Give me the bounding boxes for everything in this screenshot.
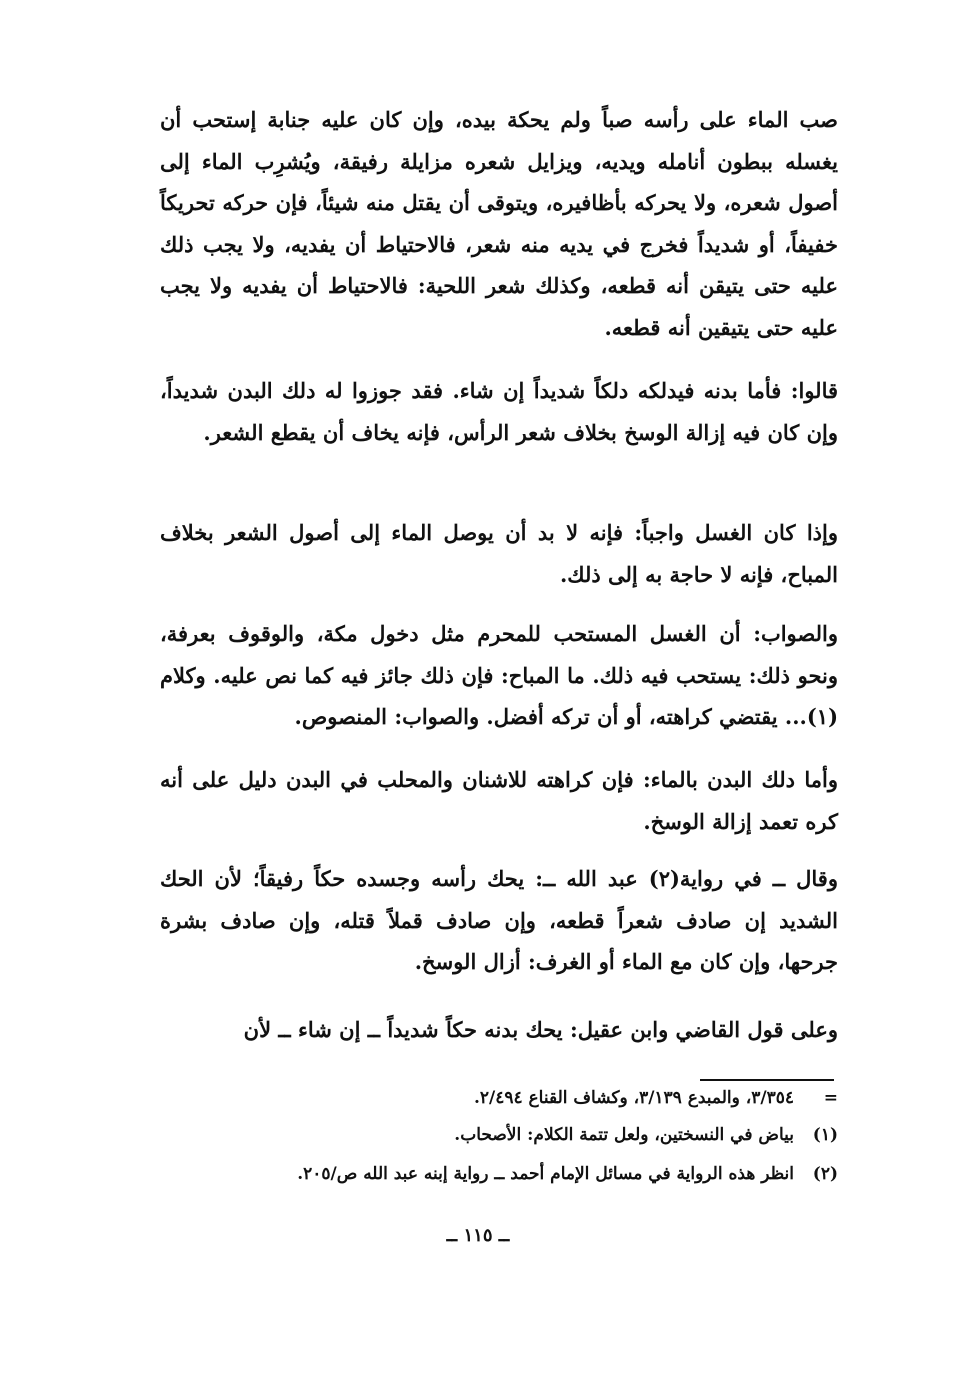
paragraph-text: والصواب: أن الغسل المستحب للمحرم مثل دخول مكة، والوقوف بعرفة، ونحو ذلك: يستحب فيه ذلك. ما المباح: فإن ذلك جائز فيه كما نص عليه. وكلام (١)... يقتضي كراهته، أو أن تركه أفضل. والصواب: المنصوص. — [160, 621, 838, 729]
footnote-text: انظر هذه الرواية في مسائل الإمام أحمد ــ رواية إبنه عبد الله ص/٢٠٥. — [297, 1164, 794, 1184]
paragraph-text: صب الماء على رأسه صباً ولم يحكة بيده، وإن كان عليه جنابة إستحب أن يغسله ببطون أنامله ويديه، ويزايل شعره مزايلة رفيقة، ويُشرِب الماء إلى أصول شعره، ولا يحركه بأظافيره، ويتوقى أن يقتل منه شيئاً، فإن حركه تحريكاً خفيفاً، أو شديداً فخرج في يديه منه شعر، فالاحتياط أن يفديه، ولا يجب ذلك عليه حتى يتيقن أنه قطعه، وكذلك شعر اللحية: فالاحتياط أن يفديه ولا يجب عليه حتى يتيقين أنه قطعه. — [160, 107, 838, 340]
paragraph-text: قالوا: فأما بدنه فيدلكه دلكاً شديداً إن شاء. فقد جوزوا له دلك البدن شديداً، وإن كان فيه إزالة الوسخ بخلاف شعر الرأس، فإنه يخاف أن يقطع الشعر. — [160, 378, 838, 445]
paragraph-text: وإذا كان الغسل واجباً: فإنه لا بد أن يوصل الماء إلى أصول الشعر بخلاف المباح، فإنه لا حاجة به إلى ذلك. — [160, 520, 839, 587]
footnote-marker: (١) — [812, 1125, 838, 1145]
body-paragraph — [160, 512, 838, 595]
footnote-marker: = — [823, 1088, 838, 1108]
body-paragraph — [160, 1009, 838, 1051]
footnote-1 — [160, 1118, 838, 1152]
footnote-continuation — [160, 1081, 838, 1115]
page-number: ــ ١١٥ ــ — [446, 1225, 510, 1246]
body-paragraph — [160, 99, 838, 348]
paragraph-text: وقال ــ في رواية(٢) عبد الله ــ: يحك رأسه وجسده حكاً رفيقاً؛ لأن الحك الشديد إن صادف شعراً قطعه، وإن صادف قملاً قتله، وإن صادف بشرة جرحها، وإن كان مع الماء أو الغرف: أزال الوسخ. — [160, 866, 838, 974]
paragraph-text: وعلى قول القاضي وابن عقيل: يحك بدنه حكاً شديداً ــ إن شاء ــ لأن — [243, 1017, 838, 1042]
body-paragraph — [160, 370, 838, 453]
footnote-text: بياض في النسختين، ولعل تتمة الكلام: الأصحاب. — [454, 1125, 794, 1145]
footnote-marker: (٢) — [812, 1164, 838, 1184]
footnote-text: ٣/٣٥٤، والمبدع ٣/١٣٩، وكشاف القناع ٢/٤٩٤. — [473, 1088, 794, 1108]
paragraph-text: وأما دلك البدن بالماء: فإن كراهته للاشنان والمحلب في البدن دليل على أنه كره تعمد إزالة الوسخ. — [160, 767, 838, 834]
body-paragraph — [160, 613, 838, 738]
footnote-2 — [160, 1157, 838, 1191]
body-paragraph — [160, 858, 838, 983]
body-paragraph — [160, 759, 838, 842]
